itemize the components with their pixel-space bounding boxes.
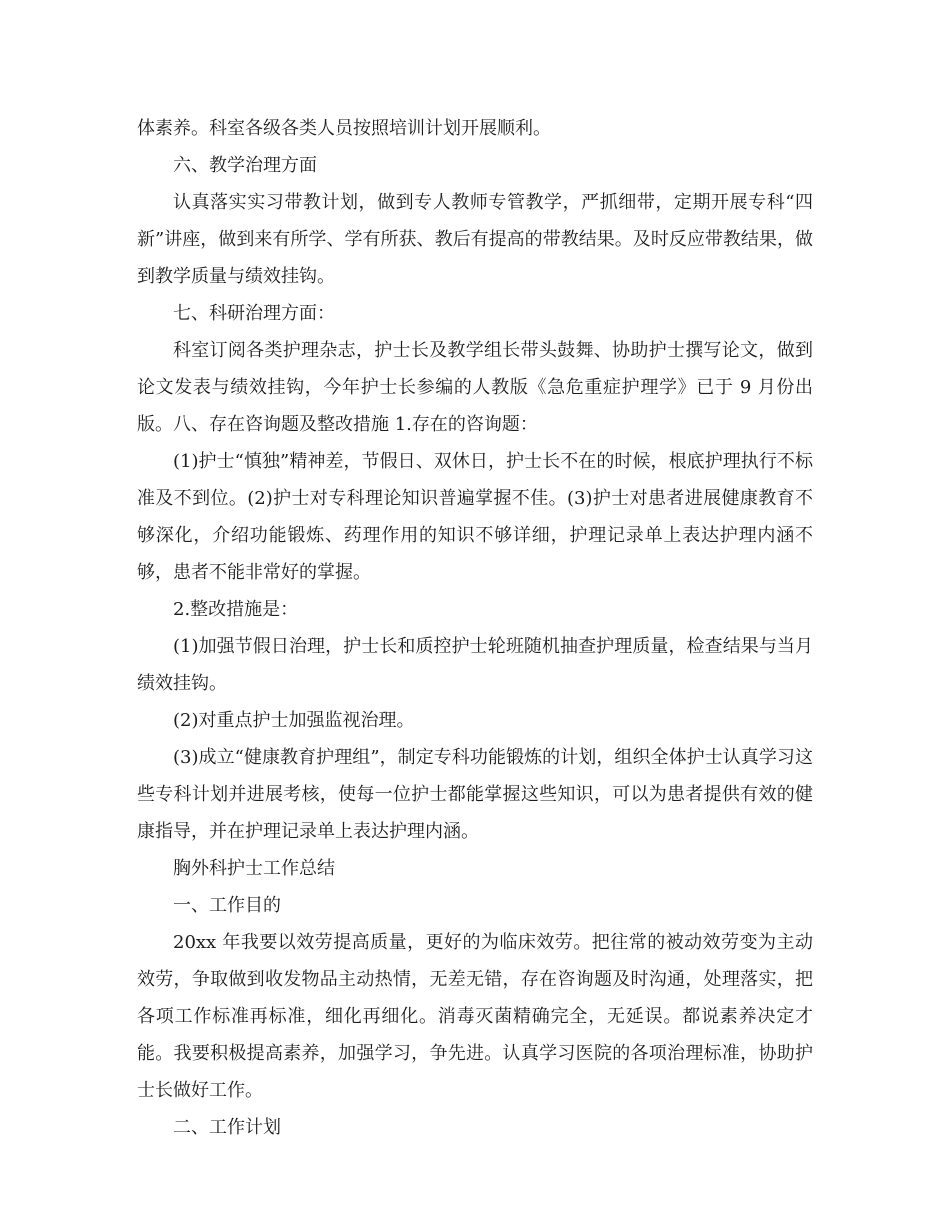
heading-teaching-management: 六、教学治理方面: [173, 155, 317, 176]
paragraph-measure-2: (2)对重点护士加强监视治理。: [173, 710, 415, 731]
heading-work-goal: 一、工作目的: [173, 895, 281, 916]
paragraph-work-goal: 20xx 年我要以效劳提高质量，更好的为临床效劳。把往常的被动效劳变为主动效劳，争取做到收发物品主动热情，无差无错，存在咨询题及时沟通，处理落实，把各项工作标准再标准，细化再细化。消毒灭菌精确完全，无延误。都说素养决定才能。我要积极提高素养，加强学习，争先进。认真学习医院的各项治理标准，协助护士长做好工作。: [137, 932, 813, 1101]
heading-measures: 2.整改措施是：: [173, 599, 299, 620]
paragraph-measure-1: (1)加强节假日治理，护士长和质控护士轮班随机抽查护理质量，检查结果与当月绩效挂钩。: [137, 636, 813, 694]
heading-research-management: 七、科研治理方面：: [173, 303, 335, 324]
section-title-summary: 胸外科护士工作总结: [173, 858, 335, 879]
paragraph-teaching: 认真落实实习带教计划，做到专人教师专管教学，严抓细带，定期开展专科“四新”讲座，做到来有所学、学有所获、教后有提高的带教结果。及时反应带教结果，做到教学质量与绩效挂钩。: [137, 192, 813, 287]
paragraph-continuation: 体素养。科室各级各类人员按照培训计划开展顺利。: [137, 118, 551, 139]
paragraph-research: 科室订阅各类护理杂志，护士长及教学组长带头鼓舞、协助护士撰写论文，做到论文发表与绩效挂钩，今年护士长参编的人教版《急危重症护理学》已于 9 月份出版。八、存在咨询题及整改措施 1.存在的咨询题：: [137, 340, 813, 435]
paragraph-problems: (1)护士“慎独”精神差，节假日、双休日，护士长不在的时候，根底护理执行不标准及不到位。(2)护士对专科理论知识普遍掌握不佳。(3)护士对患者进展健康教育不够深化，介绍功能锻炼、药理作用的知识不够详细，护理记录单上表达护理内涵不够，患者不能非常好的掌握。: [137, 451, 813, 583]
document-body: [137, 110, 813, 1146]
paragraph-measure-3: (3)成立“健康教育护理组”，制定专科功能锻炼的计划，组织全体护士认真学习这些专科计划并进展考核，使每一位护士都能掌握这些知识，可以为患者提供有效的健康指导，并在护理记录单上表达护理内涵。: [137, 747, 813, 842]
heading-work-plan: 二、工作计划: [173, 1117, 281, 1138]
